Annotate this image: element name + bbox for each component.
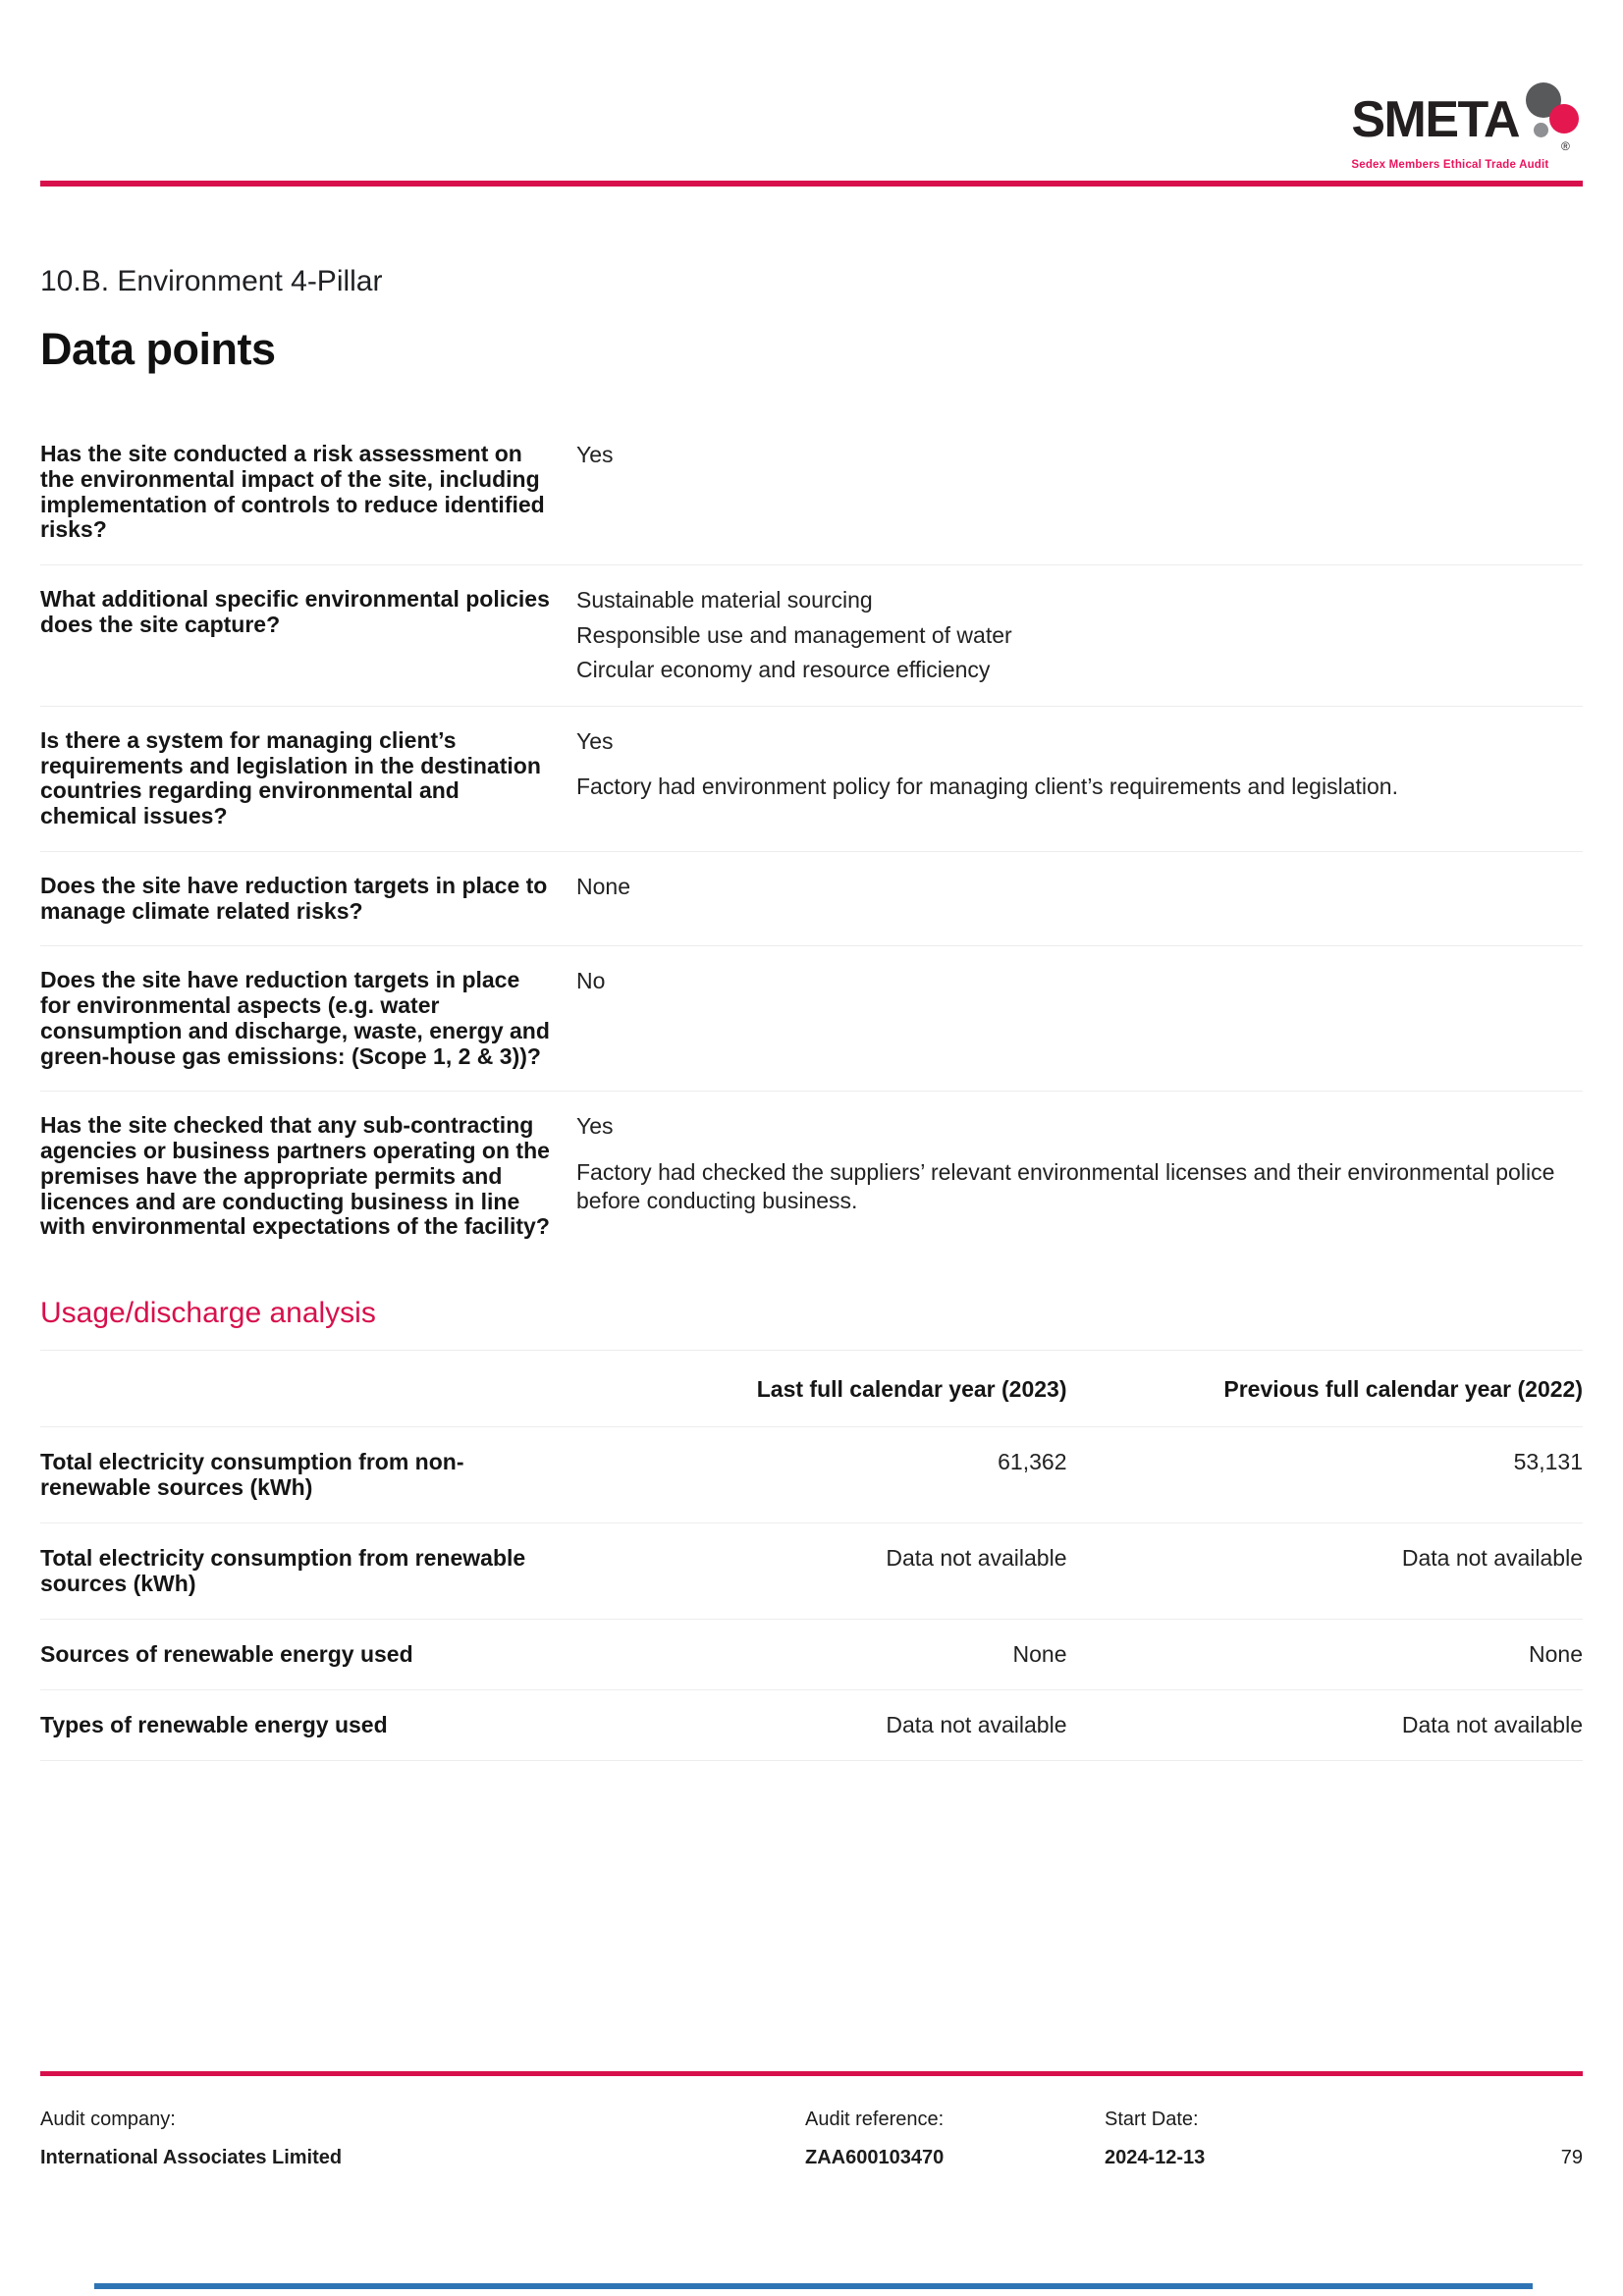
smeta-dots-icon [1522, 82, 1583, 159]
usage-header-spacer [40, 1376, 551, 1403]
smeta-tagline: Sedex Members Ethical Trade Audit [1351, 159, 1549, 171]
answer-block [576, 728, 1583, 829]
answer-list [576, 587, 1583, 684]
answer-text: Yes [576, 727, 614, 754]
page-number: 79 [1560, 2147, 1583, 2168]
smeta-logo-row [1351, 91, 1583, 159]
registered-mark: ® [1561, 139, 1570, 153]
row-label: Total electricity consumption from renewable sources (kWh) [40, 1544, 526, 1597]
usage-analysis-heading: Usage/discharge analysis [40, 1297, 1583, 1351]
qa-row-additional-policies [40, 565, 1583, 707]
answer-text: Yes [576, 442, 614, 467]
pink-dot-icon [1549, 104, 1579, 133]
start-date-label: Start Date: [1105, 2109, 1199, 2130]
value-last-year: None [1012, 1640, 1067, 1667]
row-label: Sources of renewable energy used [40, 1640, 413, 1667]
page-footer [40, 2109, 1583, 2169]
answer-line: Circular economy and resource efficiency [576, 657, 991, 683]
audit-company-label: Audit company: [40, 2109, 176, 2130]
value-last-year: 61,362 [998, 1449, 1067, 1475]
audit-reference-label: Audit reference: [805, 2109, 945, 2130]
qa-row-climate-targets [40, 852, 1583, 947]
row-label: Types of renewable energy used [40, 1711, 388, 1737]
smeta-wordmark: SMETA [1351, 91, 1519, 148]
value-previous-year: None [1529, 1640, 1583, 1667]
question-text: Does the site have reduction targets in place to manage climate related risks? [40, 872, 548, 924]
page-header [40, 0, 1583, 171]
value-previous-year: 53,131 [1513, 1449, 1583, 1475]
footer-start-date [1105, 2109, 1561, 2169]
value-previous-year: Data not available [1401, 1544, 1583, 1571]
value-previous-year: Data not available [1401, 1711, 1583, 1737]
value-last-year: Data not available [886, 1711, 1067, 1737]
column-header-last-year: Last full calendar year (2023) [756, 1376, 1067, 1403]
usage-row-nonrenewable-electricity [40, 1427, 1583, 1523]
usage-row-renewable-electricity [40, 1523, 1583, 1620]
section-kicker: 10.B. Environment 4-Pillar [40, 265, 383, 297]
question-text: Has the site checked that any sub-contracting agencies or business partners operating on the premises have the appropriate permits and licences and are conducting business in line with environmental expectations of the facility? [40, 1112, 550, 1240]
header-rule [40, 181, 1583, 187]
qa-row-risk-assessment [40, 420, 1583, 565]
page-title: Data points [40, 324, 276, 374]
answer-block [576, 1113, 1583, 1240]
answer-text: None [576, 873, 630, 899]
question-text: What additional specific environmental policies does the site capture? [40, 586, 550, 637]
small-gray-dot-icon [1534, 123, 1548, 137]
audit-reference-value: ZAA600103470 [805, 2147, 945, 2168]
audit-company-value: International Associates Limited [40, 2147, 343, 2168]
usage-row-renewable-types [40, 1690, 1583, 1761]
data-points-list [40, 420, 1583, 1261]
footer-audit-company [40, 2109, 805, 2169]
question-text: Has the site conducted a risk assessment on the environmental impact of the site, including implementation of controls to reduce identified risks? [40, 441, 545, 543]
answer-text: Yes [576, 1113, 614, 1140]
answer-note: Factory had checked the suppliers’ relevant environmental licenses and their environmental police before conducting business. [576, 1158, 1555, 1213]
qa-row-subcontracting-permits [40, 1092, 1583, 1261]
start-date-value: 2024-12-13 [1105, 2147, 1206, 2168]
column-header-previous-year: Previous full calendar year (2022) [1223, 1376, 1583, 1403]
usage-row-renewable-sources [40, 1620, 1583, 1690]
answer-note: Factory had environment policy for managing client’s requirements and legislation. [576, 774, 1398, 800]
value-last-year: Data not available [886, 1544, 1067, 1571]
footer-rule [40, 2071, 1583, 2076]
row-label: Total electricity consumption from non-renewable sources (kWh) [40, 1449, 464, 1501]
bottom-border-rule [94, 2283, 1533, 2289]
usage-table-header [40, 1351, 1583, 1427]
qa-row-environmental-targets [40, 946, 1583, 1092]
answer-line: Sustainable material sourcing [576, 587, 873, 613]
qa-row-client-requirements [40, 707, 1583, 852]
smeta-logo [1351, 91, 1583, 171]
answer-text: No [576, 968, 606, 994]
footer-audit-reference [805, 2109, 1105, 2169]
question-text: Does the site have reduction targets in place for environmental aspects (e.g. water consumption and discharge, waste, energy and green-house gas emissions: (Scope 1, 2 & 3))? [40, 967, 550, 1069]
answer-line: Responsible use and management of water [576, 621, 1012, 648]
question-text: Is there a system for managing client’s requirements and legislation in the destination countries regarding environmental and chemical issues? [40, 726, 541, 829]
